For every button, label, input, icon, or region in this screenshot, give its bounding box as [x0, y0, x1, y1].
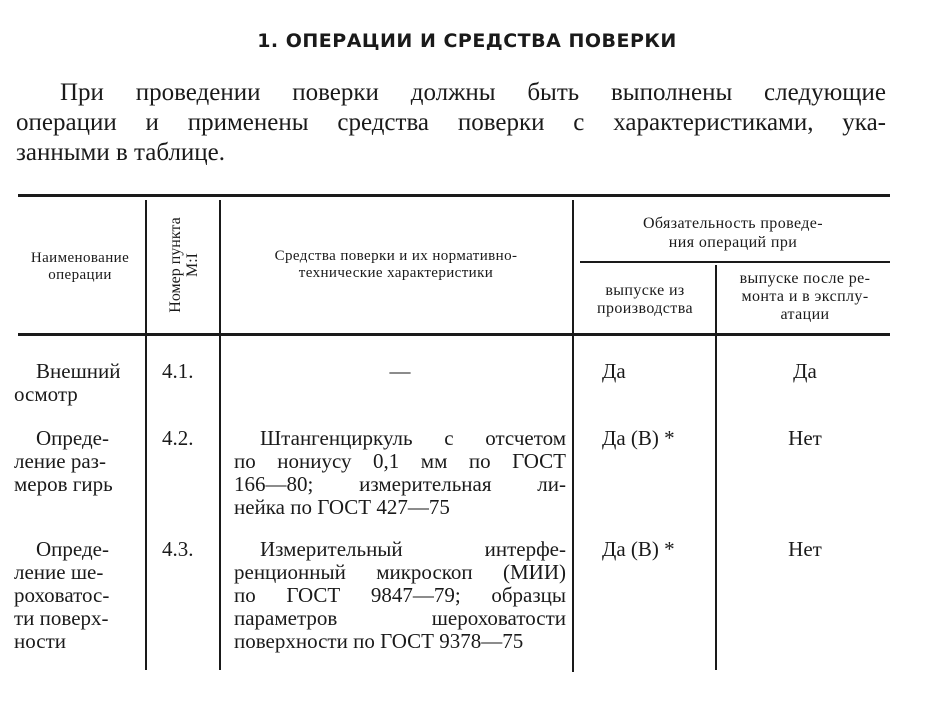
col-divider	[572, 200, 574, 672]
after-production-value: Да (В) *	[602, 537, 675, 561]
after-repair-value: Да	[793, 359, 817, 383]
header-after-repair: выпуске после ре- монта и в эксплу- атации	[739, 270, 871, 323]
after-repair-value: Нет	[788, 426, 822, 450]
header-clause-number: Номер пункта М:І	[167, 217, 201, 313]
header-bottom-rule	[18, 333, 890, 336]
means-cell: Штангенциркуль с отсчетом по нониусу 0,1 мм по ГОСТ 166—80; измерительная ли- нейка по ГОСТ 427—75	[234, 426, 566, 519]
clause-number: 4.3.	[162, 537, 194, 561]
header-after-production: выпуске из производства	[597, 282, 693, 317]
intro-line: операции и применены средства поверки с характеристиками, ука-	[16, 109, 886, 136]
header-mandatory-group: Обязательность проведе- ния операций при	[642, 215, 824, 251]
means-cell: —	[389, 359, 411, 383]
intro-line: занными в таблице.	[16, 139, 226, 166]
means-cell: Измерительный интерфе- ренционный микроскоп (МИИ) по ГОСТ 9847—79; образцы параметров шероховатости поверхности по ГОСТ 9378—75	[234, 537, 566, 653]
col-divider	[219, 200, 221, 670]
after-production-value: Да (В) *	[602, 426, 675, 450]
intro-paragraph	[16, 78, 886, 168]
clause-number: 4.1.	[162, 359, 194, 383]
section-title: 1. ОПЕРАЦИИ И СРЕДСТВА ПОВЕРКИ	[257, 30, 677, 52]
intro-line: При проведении поверки должны быть выполнены следующие	[60, 79, 886, 106]
operation-name: Опреде- ление раз- меров гирь	[14, 426, 113, 496]
after-production-value: Да	[602, 359, 626, 383]
table-top-rule	[18, 194, 890, 197]
operation-name: Внешний осмотр	[14, 359, 121, 406]
header-operation-name: Наименование операции	[30, 250, 130, 283]
operation-name: Опреде- ление ше- роховатос- ти поверх- ности	[14, 537, 110, 653]
after-repair-value: Нет	[788, 537, 822, 561]
col-divider	[715, 265, 717, 670]
header-means: Средства поверки и их нормативно- технические характеристики	[274, 248, 518, 281]
col-divider	[145, 200, 147, 670]
clause-number: 4.2.	[162, 426, 194, 450]
subheader-rule	[580, 261, 890, 263]
